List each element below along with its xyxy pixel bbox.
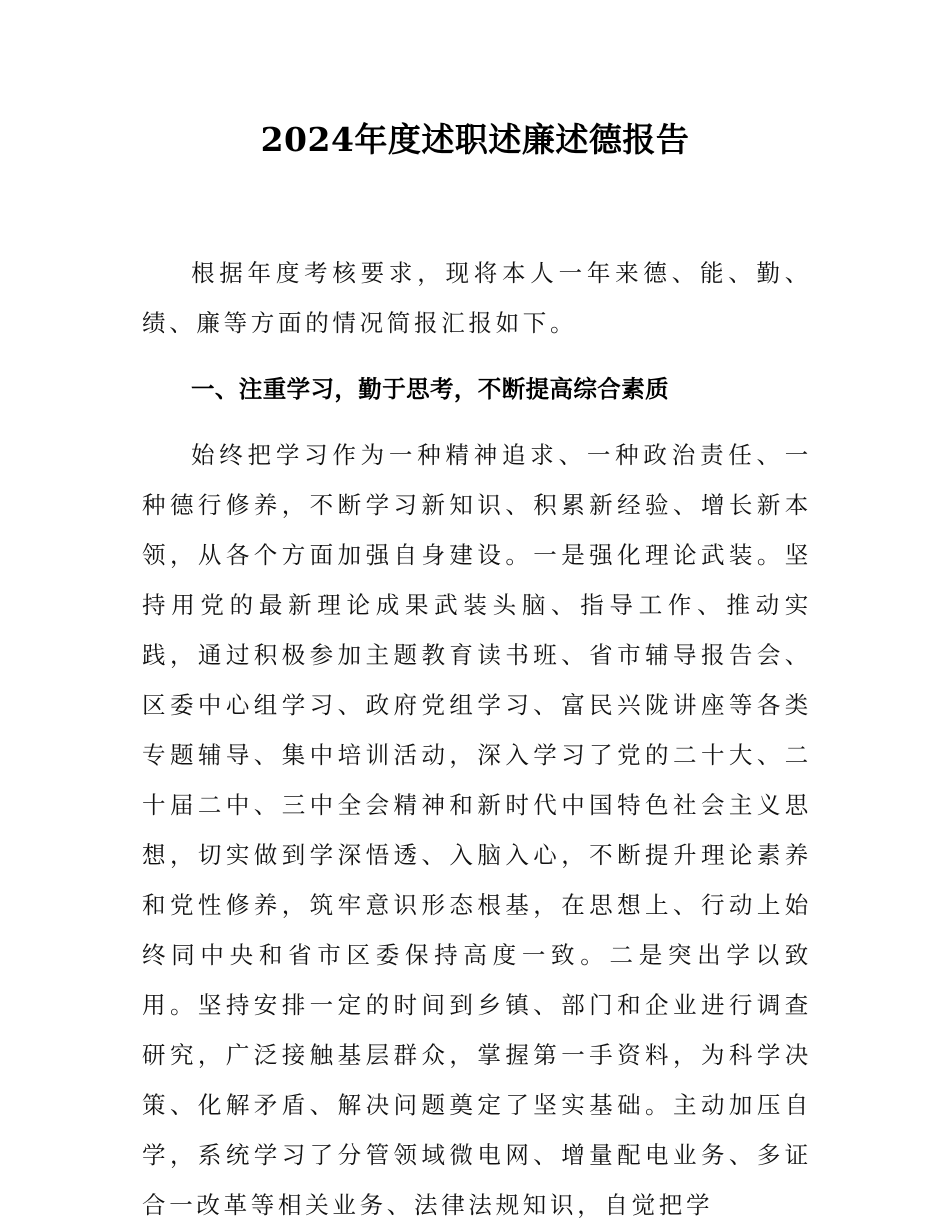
intro-paragraph: 根据年度考核要求，现将本人一年来德、能、勤、绩、廉等方面的情况简报汇报如下。 (142, 259, 812, 337)
section-1-paragraph: 始终把学习作为一种精神追求、一种政治责任、一种德行修养，不断学习新知识、积累新经验、增长新本领，从各个方面加强自身建设。一是强化理论武装。坚持用党的最新理论成果武装头脑、指导工作、推动实践，通过积极参加主题教育读书班、省市辅导报告会、区委中心组学习、政府党组学习、富民兴陇讲座等各类专题辅导、集中培训活动，深入学习了党的二十大、二十届二中、三中全会精神和新时代中国特色社会主义思想，切实做到学深悟透、入脑入心，不断提升理论素养和党性修养，筑牢意识形态根基，在思想上、行动上始终同中央和省市区委保持高度一致。二是突出学以致用。坚持安排一定的时间到乡镇、部门和企业进行调查研究，广泛接触基层群众，掌握第一手资料，为科学决策、化解矛盾、解决问题奠定了坚实基础。主动加压自学，系统学习了分管领域微电网、增量配电业务、多证合一改革等相关业务、法律法规知识，自觉把学 (142, 441, 812, 1219)
document-title: 2024年度述职述廉述德报告 (260, 120, 690, 159)
section-1-heading: 一、注重学习，勤于思考，不断提高综合素质 (191, 375, 669, 403)
